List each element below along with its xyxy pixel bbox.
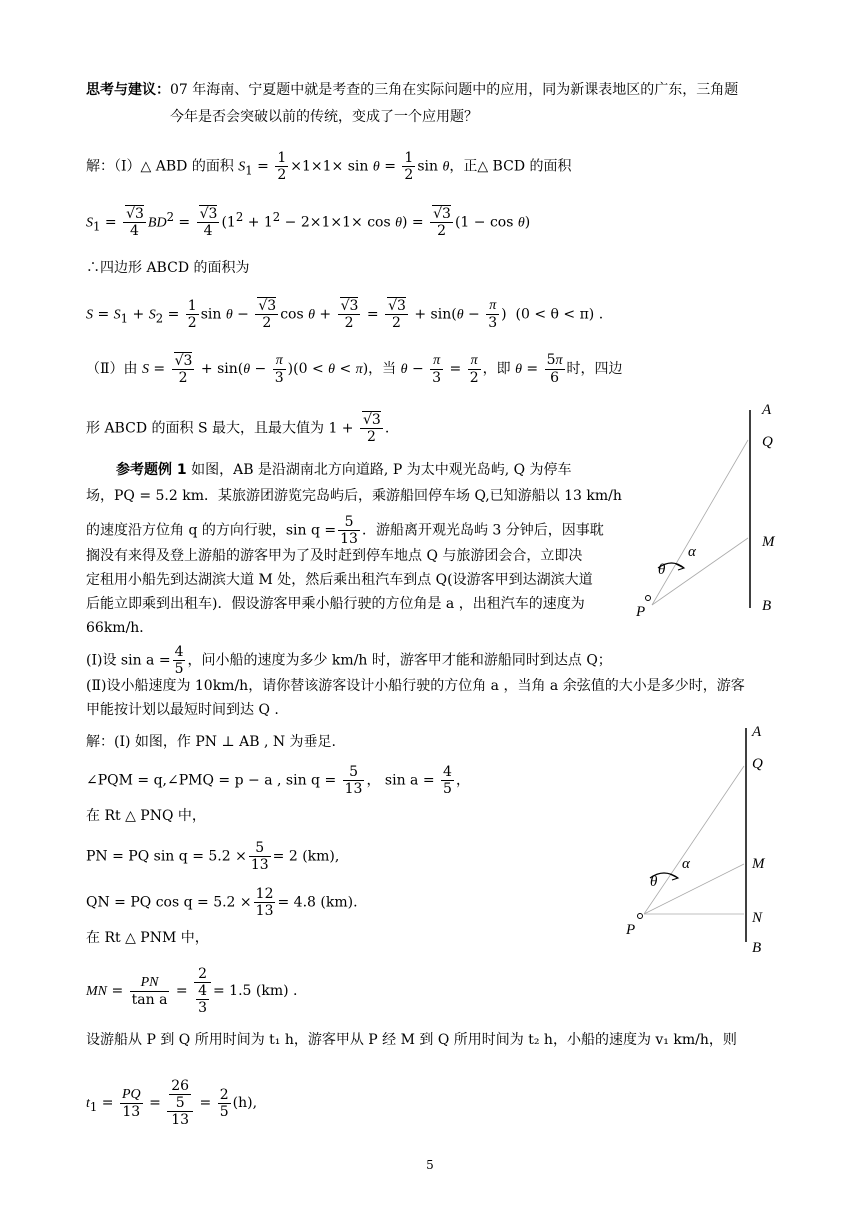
- sol2-qn: QN = PQ cos q = 5.2 × $\frac{12}{13}$ = 4.8 (km).: [86, 886, 358, 919]
- fig1-label-Q: Q: [762, 434, 773, 450]
- sol2-t1: $t_1$ = $\frac{PQ}{13}$ = $\frac{\frac{26}{5}}{13}$ = $\frac{2}{5}$ (h),: [86, 1078, 258, 1128]
- sol2-mn: MN = $\frac{PN}{\text{tan a}}$ = $\frac{2}{\frac{4}{3}}$ = 1.5 (km) .: [86, 966, 298, 1016]
- sol2-time: 设游船从 P 到 Q 所用时间为 t₁ h，游客甲从 P 经 M 到 Q 所用时间为 t₂ h，小船的速度为 v₁ km/h，则: [86, 1032, 737, 1048]
- sol1-therefore: ∴四边形 ABCD 的面积为: [86, 260, 250, 276]
- example-line6: 后能立即乘到出租车)．假设游客甲乘小船行驶的方位角是 a ，出租汽车的速度为: [86, 596, 585, 612]
- figure-1: [610, 398, 800, 620]
- sol1-area-formula: $S = S_1 + S_2$ = $\frac{1}{2}$ sin θ − $\frac{√3}{2}$ cos θ + $\frac{√3}{2}$ = $\frac{√3}{2}$ + sin(θ − $\frac{\pi}{3}$ ) (0 < θ < π) .: [86, 298, 604, 331]
- page-number: 5: [426, 1158, 434, 1172]
- fig2-label-M: M: [752, 856, 765, 872]
- fig2-label-B: B: [752, 940, 762, 956]
- note-line1: 思考与建议：07 年海南、宁夏题中就是考查的三角在实际问题中的应用，同为新课表地区的广东，三角题: [86, 82, 739, 98]
- example-line4: 搁没有来得及登上游船的游客甲为了及时赶到停车地点 Q 与旅游团会合，立即决: [86, 548, 583, 564]
- question-1: (Ⅰ)设 sin a = $\frac{4}{5}$ ，问小船的速度为多少 km/h 时，游客甲才能和游船同时到达点 Q；: [86, 644, 612, 677]
- fig2-label-theta: θ: [650, 874, 658, 890]
- figure-2: [620, 718, 810, 958]
- question-2b: 甲能按计划以最短时间到达 Q .: [86, 702, 279, 718]
- fig1-label-theta: θ: [658, 562, 666, 578]
- note-line2: 今年是否会突破以前的传统，变成了一个应用题？: [170, 109, 478, 125]
- fig1-label-alpha: α: [688, 544, 696, 560]
- example-line1: 参考题例 1 如图，AB 是沿湖南北方向道路, P 为太中观光岛屿, Q 为停车: [116, 462, 572, 478]
- sol2-intro: 解：(Ⅰ) 如图，作 PN ⊥ AB , N 为垂足.: [86, 734, 336, 750]
- sol2-tri2: 在 Rt △ PNM 中，: [86, 930, 209, 946]
- example-line3: 的速度沿方位角 q 的方向行驶，sin q = $\frac{5}{13}$ ．游船离开观光岛屿 3 分钟后，因事耽: [86, 514, 604, 547]
- sol2-angles: ∠PQM = q,∠PMQ = p − a , sin q = $\frac{5}{13}$ ， sin a = $\frac{4}{5}$ ，: [86, 764, 470, 797]
- fig1-label-M: M: [762, 534, 775, 550]
- sol2-pn: PN = PQ sin q = 5.2 × $\frac{5}{13}$ = 2 (km),: [86, 840, 340, 873]
- fig2-label-N: N: [752, 910, 763, 926]
- fig2-label-P: P: [626, 922, 636, 938]
- question-2a: (Ⅱ)设小船速度为 10km/h，请你替该游客设计小船行驶的方位角 a ，当角 a 余弦值的大小是多少时，游客: [86, 678, 745, 694]
- sol2-tri1: 在 Rt △ PNQ 中，: [86, 808, 206, 824]
- example-line5: 定租用小船先到达湖滨大道 M 处，然后乘出租汽车到点 Q(设游客甲到达湖滨大道: [86, 572, 593, 588]
- sol1-max: 形 ABCD 的面积 S 最大，且最大值为 1 + $\frac{√3}{2}$ .: [86, 412, 390, 445]
- example-line2: 场，PQ = 5.2 km．某旅游团游览完岛屿后，乘游船回停车场 Q,已知游船以 13 km/h: [86, 488, 622, 504]
- sol1-s1-formula: $S_1$ = $\frac{√3}{4}$ $BD^2$ = $\frac{√3}{4}$ $(1^2 + 1^2 - 2\times 1\times 1\times \cos \theta)$ = $\frac{√3}{2}$ (1 − cos θ): [86, 206, 531, 239]
- fig1-label-A: A: [762, 402, 772, 418]
- sol1-part2: （Ⅱ）由 S = $\frac{√3}{2}$ + sin(θ − $\frac{\pi}{3}$ )(0 < θ < π)，当 θ − $\frac{\pi}{3}$ = $\frac{\pi}{2}$ ，即 θ = $\frac{5\pi}{6}$ 时，四边: [86, 352, 623, 386]
- fig2-label-Q: Q: [752, 756, 763, 772]
- sol1-part1: 解：（Ⅰ）△ ABD 的面积 $S_1$ = $\frac{1}{2}$ ×1×1× sin θ = $\frac{1}{2}$ sin θ，正△ BCD 的面积: [86, 150, 572, 183]
- fig1-label-P: P: [636, 604, 646, 620]
- fig2-label-alpha: α: [682, 856, 690, 872]
- example-line7: 66km/h．: [86, 620, 154, 636]
- fig2-label-A: A: [752, 724, 762, 740]
- fig1-label-B: B: [762, 598, 772, 614]
